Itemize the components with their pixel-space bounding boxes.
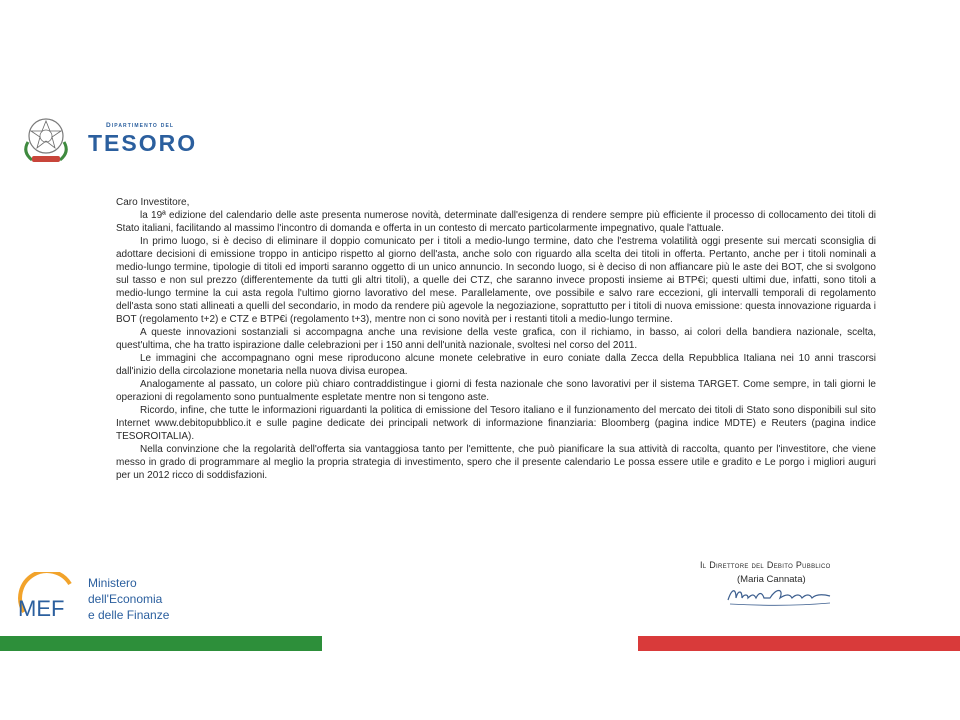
letter-body — [116, 196, 876, 482]
letter-greeting: Caro Investitore, — [116, 197, 190, 208]
department-label: Dipartimento del — [106, 122, 175, 129]
ministry-line: dell'Economia — [88, 592, 163, 606]
flag-bar-green — [0, 636, 322, 651]
mef-logo-icon — [14, 572, 84, 626]
ministry-line: e delle Finanze — [88, 608, 170, 622]
letter-paragraph: Nella convinzione che la regolarità dell'offerta sia vantaggiosa tanto per l'emittente, che può pianificare la sua attività di raccolta, quanto per l'investitore, che viene messo in grado di programmare al meglio la propria strategia di investimento, spero che il presente calendario Le possa essere utile e gradito e Le porgo i migliori auguri per un 2012 ricco di soddisfazioni. — [116, 444, 876, 481]
mef-logo-letters: MEF — [18, 596, 65, 621]
letter-paragraph: Ricordo, infine, che tutte le informazioni riguardanti la politica di emissione del Tesoro italiano e il funzionamento del mercato dei titoli di Stato sono disponibili sul sito Internet www.debitopubblico.it e sulle pagine dedicate dei principali network di informazione finanziaria: Bloomberg (pagina indice MDTE) e Reuters (pagina indice TESOROITALIA). — [116, 405, 876, 442]
flag-bar-red — [638, 636, 960, 651]
letter-paragraph: Analogamente al passato, un colore più chiaro contraddistingue i giorni di festa nazionale che sono lavorativi per il sistema TARGET. Come sempre, in tali giorni le operazioni di regolamento sono puntualmente espletate mentre non si tengono aste. — [116, 379, 876, 403]
signature-title: Il Direttore del Debito Pubblico — [700, 560, 831, 570]
letter-paragraph: A queste innovazioni sostanziali si accompagna anche una revisione della veste grafica, con il richiamo, in basso, ai colori della bandiera nazionale, scelta, quest'ultima, che ha tratto ispirazione dalle celebrazioni per i 150 anni dell'unità nazionale, svoltesi nel corso del 2011. — [116, 327, 876, 351]
handwritten-signature-icon — [726, 584, 836, 608]
letter-paragraph: In primo luogo, si è deciso di eliminare il doppio comunicato per i titoli a medio-lungo termine, dato che l'estrema volatilità oggi presente sui mercati sconsiglia di adottare decisioni di emissione troppo in anticipo rispetto al giorno dell'asta, anche solo con riguardo alla scelta dei titoli in offerta. Pertanto, anche per i titoli nominali a medio-lungo termine, tipologie di titoli ed importi saranno oggetto di un unico annuncio. In secondo luogo, si è deciso di non affiancare più le aste dei BOT, che si svolgono sul tasso e non sul prezzo (differentemente da tutti gli altri titoli), a quelle dei CTZ, che saranno invece proposti insieme ai BTP€i; questi ultimi due, infatti, sono titoli a medio-lungo termine la cui asta regola l'ultimo giorno lavorativo del mese. Parallelamente, ove possibile e salvo rare eccezioni, gli intervalli temporali di regolamento dell'asta sono stati allineati a quelli del secondario, in modo da rendere più agevole la negoziazione, soprattutto per i titoli di nuova emissione: questa innovazione riguarda i BOT (regolamento t+2) e CTZ e BTP€i (regolamento t+3), mentre non ci sono novità per i restanti titoli a medio-lungo termine. — [116, 236, 876, 325]
ministry-name — [88, 575, 169, 623]
ministry-line: Ministero — [88, 576, 137, 590]
letter-paragraph: Le immagini che accompagnano ogni mese riproducono alcune monete celebrative in euro coniate dalla Zecca della Repubblica Italiana nei 10 anni trascorsi dall'inizio della circolazione monetaria nella nuova divisa europea. — [116, 353, 876, 377]
department-name: TESORO — [88, 130, 198, 156]
signature-name: (Maria Cannata) — [737, 574, 806, 585]
italian-republic-emblem-icon — [18, 112, 74, 168]
letter-paragraph: la 19ª edizione del calendario delle aste presenta numerose novità, determinate dall'esigenza di rendere sempre più efficiente il processo di collocamento dei titoli di Stato italiani, facilitando al massimo l'incontro di domanda e offerta in un contesto di mercato particolarmente impegnativo, quale l'attuale. — [116, 210, 876, 234]
